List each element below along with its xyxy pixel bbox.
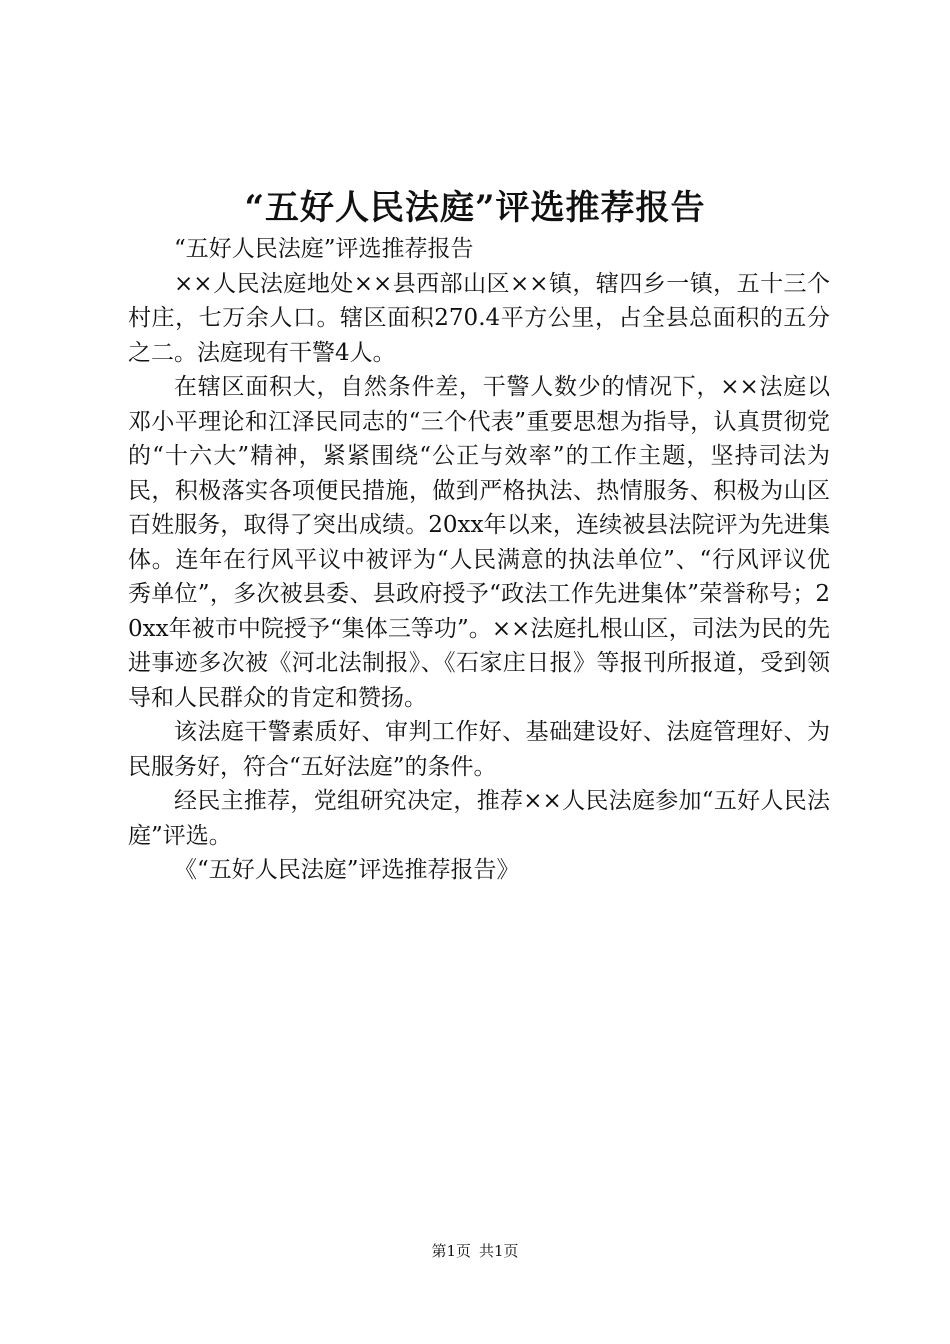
paragraph-qualification: 该法庭干警素质好、审判工作好、基础建设好、法庭管理好、为民服务好，符合“五好法庭”的条件。 — [128, 719, 830, 780]
document-title: “五好人民法庭”评选推荐报告 — [244, 188, 706, 228]
page-number: 第1页 — [431, 1242, 471, 1260]
paragraph-closing-title: 《“五好人民法庭”评选推荐报告》 — [174, 857, 520, 883]
page-total: 共1页 — [479, 1242, 519, 1260]
paragraph-intro: ××人民法庭地处××县西部山区××镇，辖四乡一镇，五十三个村庄，七万余人口。辖区面积270.4平方公里，占全县总面积的五分之二。法庭现有干警4人。 — [128, 270, 830, 366]
document-body — [128, 232, 830, 888]
paragraph-achievements: 在辖区面积大，自然条件差，干警人数少的情况下，××法庭以邓小平理论和江泽民同志的“三个代表”重要思想为指导，认真贯彻党的“十六大”精神，紧紧围绕“公正与效率”的工作主题，坚持司法为民，积极落实各项便民措施，做到严格执法、热情服务、积极为山区百姓服务，取得了突出成绩。20xx年以来，连续被县法院评为先进集体。连年在行风平议中被评为“人民满意的执法单位”、“行风评议优秀单位”，多次被县委、县政府授予“政法工作先进集体”荣誉称号；20xx年被市中院授予“集体三等功”。××法庭扎根山区，司法为民的先进事迹多次被《河北法制报》、《石家庄日报》等报刊所报道，受到领导和人民群众的肯定和赞扬。 — [128, 374, 830, 711]
paragraph-subtitle: “五好人民法庭”评选推荐报告 — [174, 236, 474, 262]
page-footer — [0, 1241, 950, 1261]
paragraph-recommendation: 经民主推荐，党组研究决定，推荐××人民法庭参加“五好人民法庭”评选。 — [128, 788, 830, 849]
